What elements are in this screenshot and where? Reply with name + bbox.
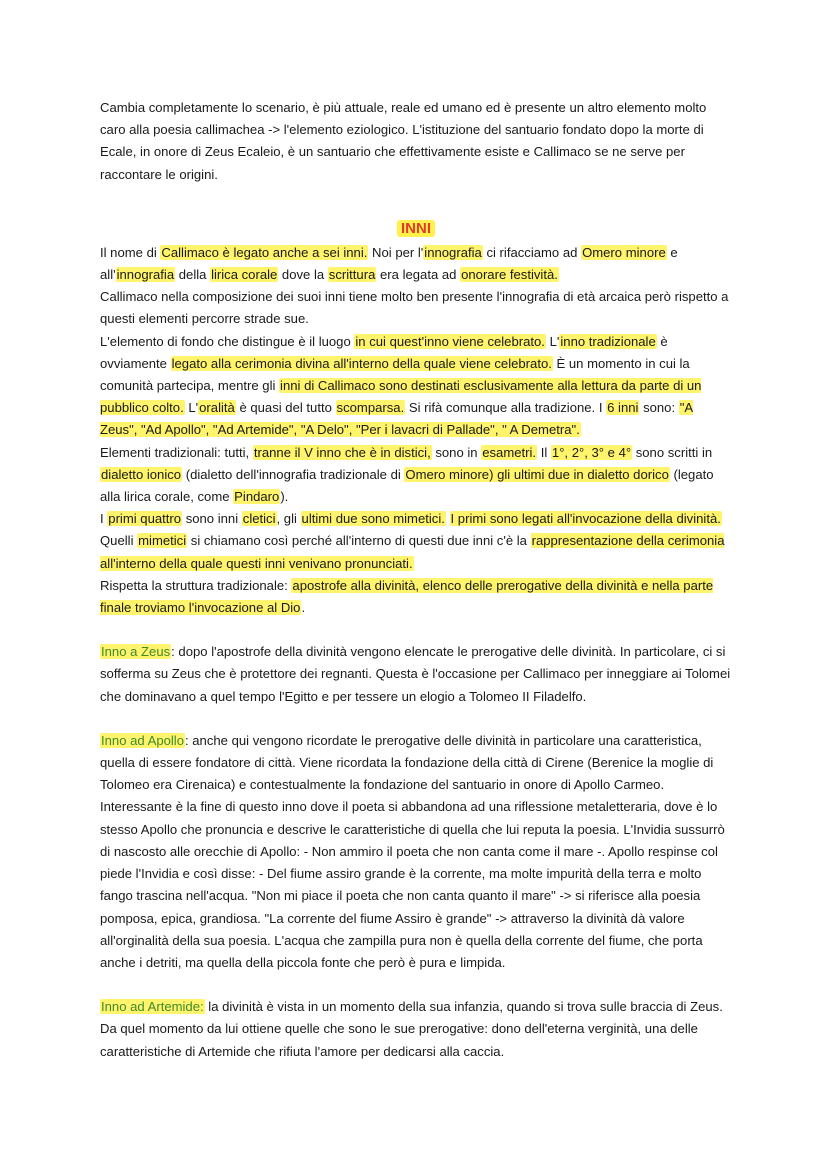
text-run: era legata ad — [376, 267, 461, 283]
highlight-text: mimetici — [138, 533, 187, 549]
highlight-text: inno tradizionale — [560, 333, 656, 349]
paragraph-inni-2: Callimaco nella composizione dei suoi inni tiene molto ben presente l'innografia di età arcaica però rispetto a questi elementi percorre strade sue. — [100, 289, 729, 327]
highlight-text: Inno ad Artemide: — [101, 999, 204, 1015]
text-run: Elementi tradizionali: tutti, — [100, 444, 253, 460]
highlight-text: Pindaro — [234, 489, 280, 505]
text-run: . — [301, 600, 306, 616]
text-run: Il — [537, 444, 551, 460]
highlight-text: cletici — [242, 511, 276, 527]
text-run: Quelli — [100, 533, 138, 549]
highlight-text: inni di Callimaco sono destinati esclusivamente alla lettura da parte di un pubblico colto. — [100, 378, 702, 416]
text-run: sono: — [639, 400, 679, 416]
highlight-text: dialetto ionico — [101, 466, 182, 482]
highlight-text: rappresentazione della cerimonia all'interno della quale questi inni venivano pronunciati. — [100, 533, 725, 571]
highlight-text: lirica corale — [211, 267, 278, 283]
text-run: L' — [184, 400, 199, 416]
text-run: si chiamano così perché all'interno di questi due inni c'è la — [187, 533, 531, 549]
highlight-text: scrittura — [328, 267, 376, 283]
highlight-text: Omero minore — [582, 244, 666, 260]
text-run: e all' — [100, 244, 678, 283]
paragraph-inni-6 — [100, 575, 732, 619]
highlight-text: innografia — [116, 267, 175, 283]
highlight-text: tranne il V inno che è in distici, — [253, 444, 431, 460]
highlight-text: "A Zeus", "Ad Apollo", "Ad Artemide", "A Delo", "Per i lavacri di Pallade", " A Demetra". — [100, 400, 694, 438]
text-run: dove la — [278, 267, 328, 283]
text-run: I — [100, 511, 108, 527]
highlight-text: primi quattro — [108, 511, 182, 527]
highlight-text: 1°, 2°, 3° e 4° — [551, 444, 632, 460]
text-run — [446, 511, 450, 526]
text-run: la divinità è vista in un momento della sua infanzia, quando si trova sulle braccia di Zeus. Da quel momento da lui ottiene quelle che sono le sue prerogative: dono dell'eterna verginità, una delle caratteristiche di Artemide che rifiuta l'amore per dedicarsi alla caccia. — [100, 999, 723, 1059]
text-run: L'elemento di fondo che distingue è il luogo — [100, 333, 355, 349]
text-run: , gli — [276, 511, 301, 527]
text-run: è quasi del tutto — [235, 400, 336, 416]
highlight-text: scomparsa. — [336, 400, 405, 416]
paragraph-inno-zeus — [100, 641, 732, 708]
paragraph-inni-1 — [100, 242, 732, 286]
paragraph-inni-4 — [100, 442, 732, 509]
section-title — [100, 218, 732, 240]
highlight-text: ultimi due sono mimetici. — [301, 511, 445, 527]
section-title-text: INNI — [397, 220, 435, 237]
text-run: Il nome di — [100, 244, 161, 260]
text-run: È un momento in cui la comunità partecipa, mentre gli — [100, 355, 690, 394]
highlight-text: onorare festività. — [461, 267, 558, 283]
text-run: è ovviamente — [100, 333, 668, 371]
text-run: : dopo l'apostrofe della divinità vengono elencate le prerogative delle divinità. In particolare, ci si sofferma su Zeus che è protettore dei regnanti. Questa è l'occasione per Callimaco per inneggiare ai Tolomei che dominavano a quel tempo l'Egitto e per tessere un elogio a Tolomeo II Filadelfo. — [100, 644, 731, 704]
highlight-text: apostrofe alla divinità, elenco delle prerogative della divinità e nella parte finale troviamo l'invocazione al Dio — [100, 577, 714, 616]
highlight-text: legato alla cerimonia divina all'interno della quale viene celebrato. — [171, 355, 552, 371]
highlight-text: Callimaco è legato anche a sei inni. — [161, 244, 368, 260]
text-run: ). — [280, 489, 289, 505]
highlight-text: in cui quest'inno viene celebrato. — [355, 333, 545, 349]
paragraph-inno-apollo — [100, 730, 732, 974]
text-run: Si rifà comunque alla tradizione. I — [405, 400, 607, 416]
highlight-text: Inno ad Apollo — [101, 732, 184, 748]
text-run: (dialetto dell'innografia tradizionale di — [182, 466, 405, 482]
text-run: Noi per l' — [368, 244, 424, 260]
text-run: ci rifacciamo ad — [482, 244, 582, 260]
text-run: sono in — [431, 444, 482, 460]
highlight-text: esametri. — [482, 444, 537, 460]
text-run: (legato alla lirica corale, come — [100, 466, 714, 505]
text-run: Rispetta la struttura tradizionale: — [100, 577, 292, 593]
intro-paragraph: Cambia completamente lo scenario, è più attuale, reale ed umano ed è presente un altro elemento molto caro alla poesia callimachea -> l'elemento eziologico. L'istituzione del santuario fondato dopo la morte di Ecale, in onore di Zeus Ecaleio, è un santuario che effettivamente esiste e Callimaco se ne serve per raccontare le origini. — [100, 100, 707, 182]
text-run: L' — [545, 333, 560, 349]
highlight-text: innografia — [424, 244, 482, 260]
highlight-text: Omero minore) gli ultimi due in dialetto dorico — [405, 466, 669, 482]
highlight-text: 6 inni — [607, 400, 639, 416]
highlight-text: Inno a Zeus — [101, 644, 171, 660]
document-page — [100, 97, 732, 1063]
paragraph-inno-artemide — [100, 996, 732, 1063]
text-run: sono scritti in — [632, 444, 713, 460]
text-run: : anche qui vengono ricordate le prerogative delle divinità in particolare una caratteristica, quella di essere fondatore di città. Viene ricordata la fondazione della città di Cirene (Berenice la moglie di Tolomeo era Cirenaica) e contestualmente la fondazione del santuario in onore di Apollo Carmeo. Interessante è la fine di questo inno dove il poeta si abbandona ad una riflessione metaletteraria, dove è lo stesso Apollo che pronuncia e descrive le caratteristiche di quella che lui reputa la poesia. L'Invidia sussurrò di nascosto alle orecchie di Apollo: - Non ammiro il poeta che non canta come il mare -. Apollo respinse col piede l'Invidia e così disse: - Del fiume assiro grande è la corrente, ma molte impurità della terra e molto fango trascina nell'acqua. "Non mi piace il poeta che non canta quanto il mare" -> si riferisce alla poesia pomposa, epica, grandiosa. "La corrente del fiume Assiro è grande" -> attraverso la divinità dà valore all'orginalità della sua poesia. L'acqua che zampilla pura non è quella della corrente del fiume, che porta anche i detriti, ma quella della piccola fonte che però è pura e limpida. — [100, 732, 725, 970]
paragraph-inni-5 — [100, 508, 732, 575]
highlight-text: oralità — [199, 400, 235, 416]
highlight-text: I primi sono legati all'invocazione della divinità. — [450, 511, 721, 527]
paragraph-inni-3 — [100, 331, 732, 442]
text-run: della — [175, 267, 211, 283]
text-run: sono inni — [182, 511, 242, 527]
